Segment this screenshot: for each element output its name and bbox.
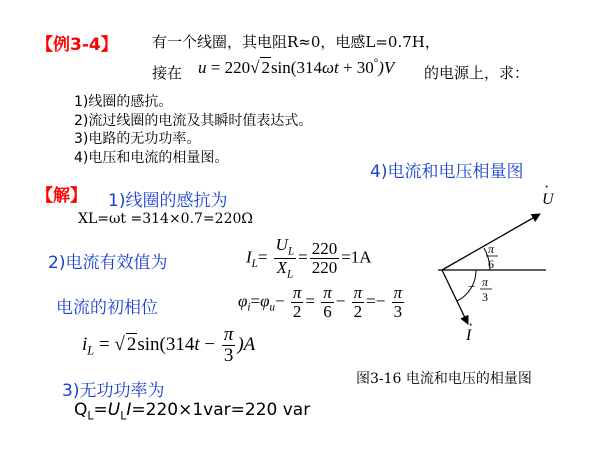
phase-formula: $\varphi_i=\varphi_u-$ $\frac{\pi}{2}$ = $\frac{\pi}{6}$ − $\frac{\pi}{2}$ =− $\frac{\pi}{3}$ bbox=[238, 283, 403, 321]
u-symbol: u bbox=[198, 58, 207, 77]
current-phasor-label: I bbox=[466, 327, 472, 344]
u-close: )V bbox=[378, 58, 395, 77]
question-2: 2)流过线圈的电流及其瞬时值表达式。 bbox=[74, 112, 313, 129]
solution-label: 【解】 bbox=[36, 186, 87, 206]
angle-label-6: 6 bbox=[488, 257, 494, 271]
question-3: 3)电路的无功功率。 bbox=[74, 131, 201, 147]
current-rms-formula: $I_L=$ $\frac{U_L}{X_L}$ = $\frac{220}{220}$ =1A bbox=[246, 235, 372, 281]
problem-line-1: 有一个线圈，其电阻R≈0，电感L=0.7H， bbox=[152, 33, 440, 51]
reactive-power-formula: $Q_L=U_LI=220\times 1var=220$ var bbox=[74, 400, 311, 423]
current-phasor-dot: · bbox=[468, 317, 474, 334]
step3-title: 3)无功功率为 bbox=[62, 381, 165, 401]
figure-caption: 图3-16 电流和电压的相量图 bbox=[356, 371, 532, 387]
u-radicand: 2 bbox=[261, 58, 270, 77]
u-amplitude: 220 bbox=[224, 58, 251, 77]
questions-list bbox=[74, 93, 312, 167]
phasor-diagram bbox=[420, 180, 590, 350]
angle-label-pi: π bbox=[488, 242, 495, 256]
step1-title: 1)线圈的感抗为 bbox=[108, 191, 228, 211]
example-label: 【例3-4】 bbox=[36, 35, 118, 55]
u-sin: sin(314 bbox=[270, 58, 322, 77]
voltage-over-reactance: $\frac{U_L}{X_L}$ bbox=[275, 235, 295, 281]
angle-label-minus: − bbox=[468, 279, 476, 294]
I-symbol: I bbox=[246, 247, 252, 267]
phase-title: 电流的初相位 bbox=[56, 298, 158, 318]
step2-title: 2)电流有效值为 bbox=[48, 253, 168, 273]
current-instant-formula: $i_L$ = √ 2sin(314t − $\frac{\pi}{3}$ )A bbox=[82, 324, 256, 366]
u-deg: ° bbox=[373, 57, 379, 70]
numeric-ratio: $\frac{220}{220}$ bbox=[311, 239, 338, 277]
question-4: 4)电压和电流的相量图。 bbox=[74, 149, 229, 166]
voltage-phasor-label: U bbox=[542, 191, 554, 208]
u-omega: ω bbox=[321, 58, 334, 77]
voltage-expression: u = 220√ 2sin(314ωt + 30°)V bbox=[198, 57, 395, 77]
angle-label-pi-2: π bbox=[482, 275, 489, 289]
step1-formula: XL=ωt =314×0.7=220Ω bbox=[78, 211, 253, 227]
problem-connect: 接在 bbox=[152, 64, 183, 82]
voltage-phasor-dot: · bbox=[544, 180, 550, 196]
u-plus: + 30 bbox=[338, 58, 374, 77]
problem-source-tail: 的电源上，求： bbox=[424, 64, 530, 82]
question-1: 1)线圈的感抗。 bbox=[74, 94, 173, 110]
current-result: =1A bbox=[341, 247, 372, 267]
u-t: t bbox=[333, 58, 339, 77]
angle-label-3: 3 bbox=[482, 290, 488, 304]
diagram-title: 4)电流和电压相量图 bbox=[370, 162, 524, 182]
